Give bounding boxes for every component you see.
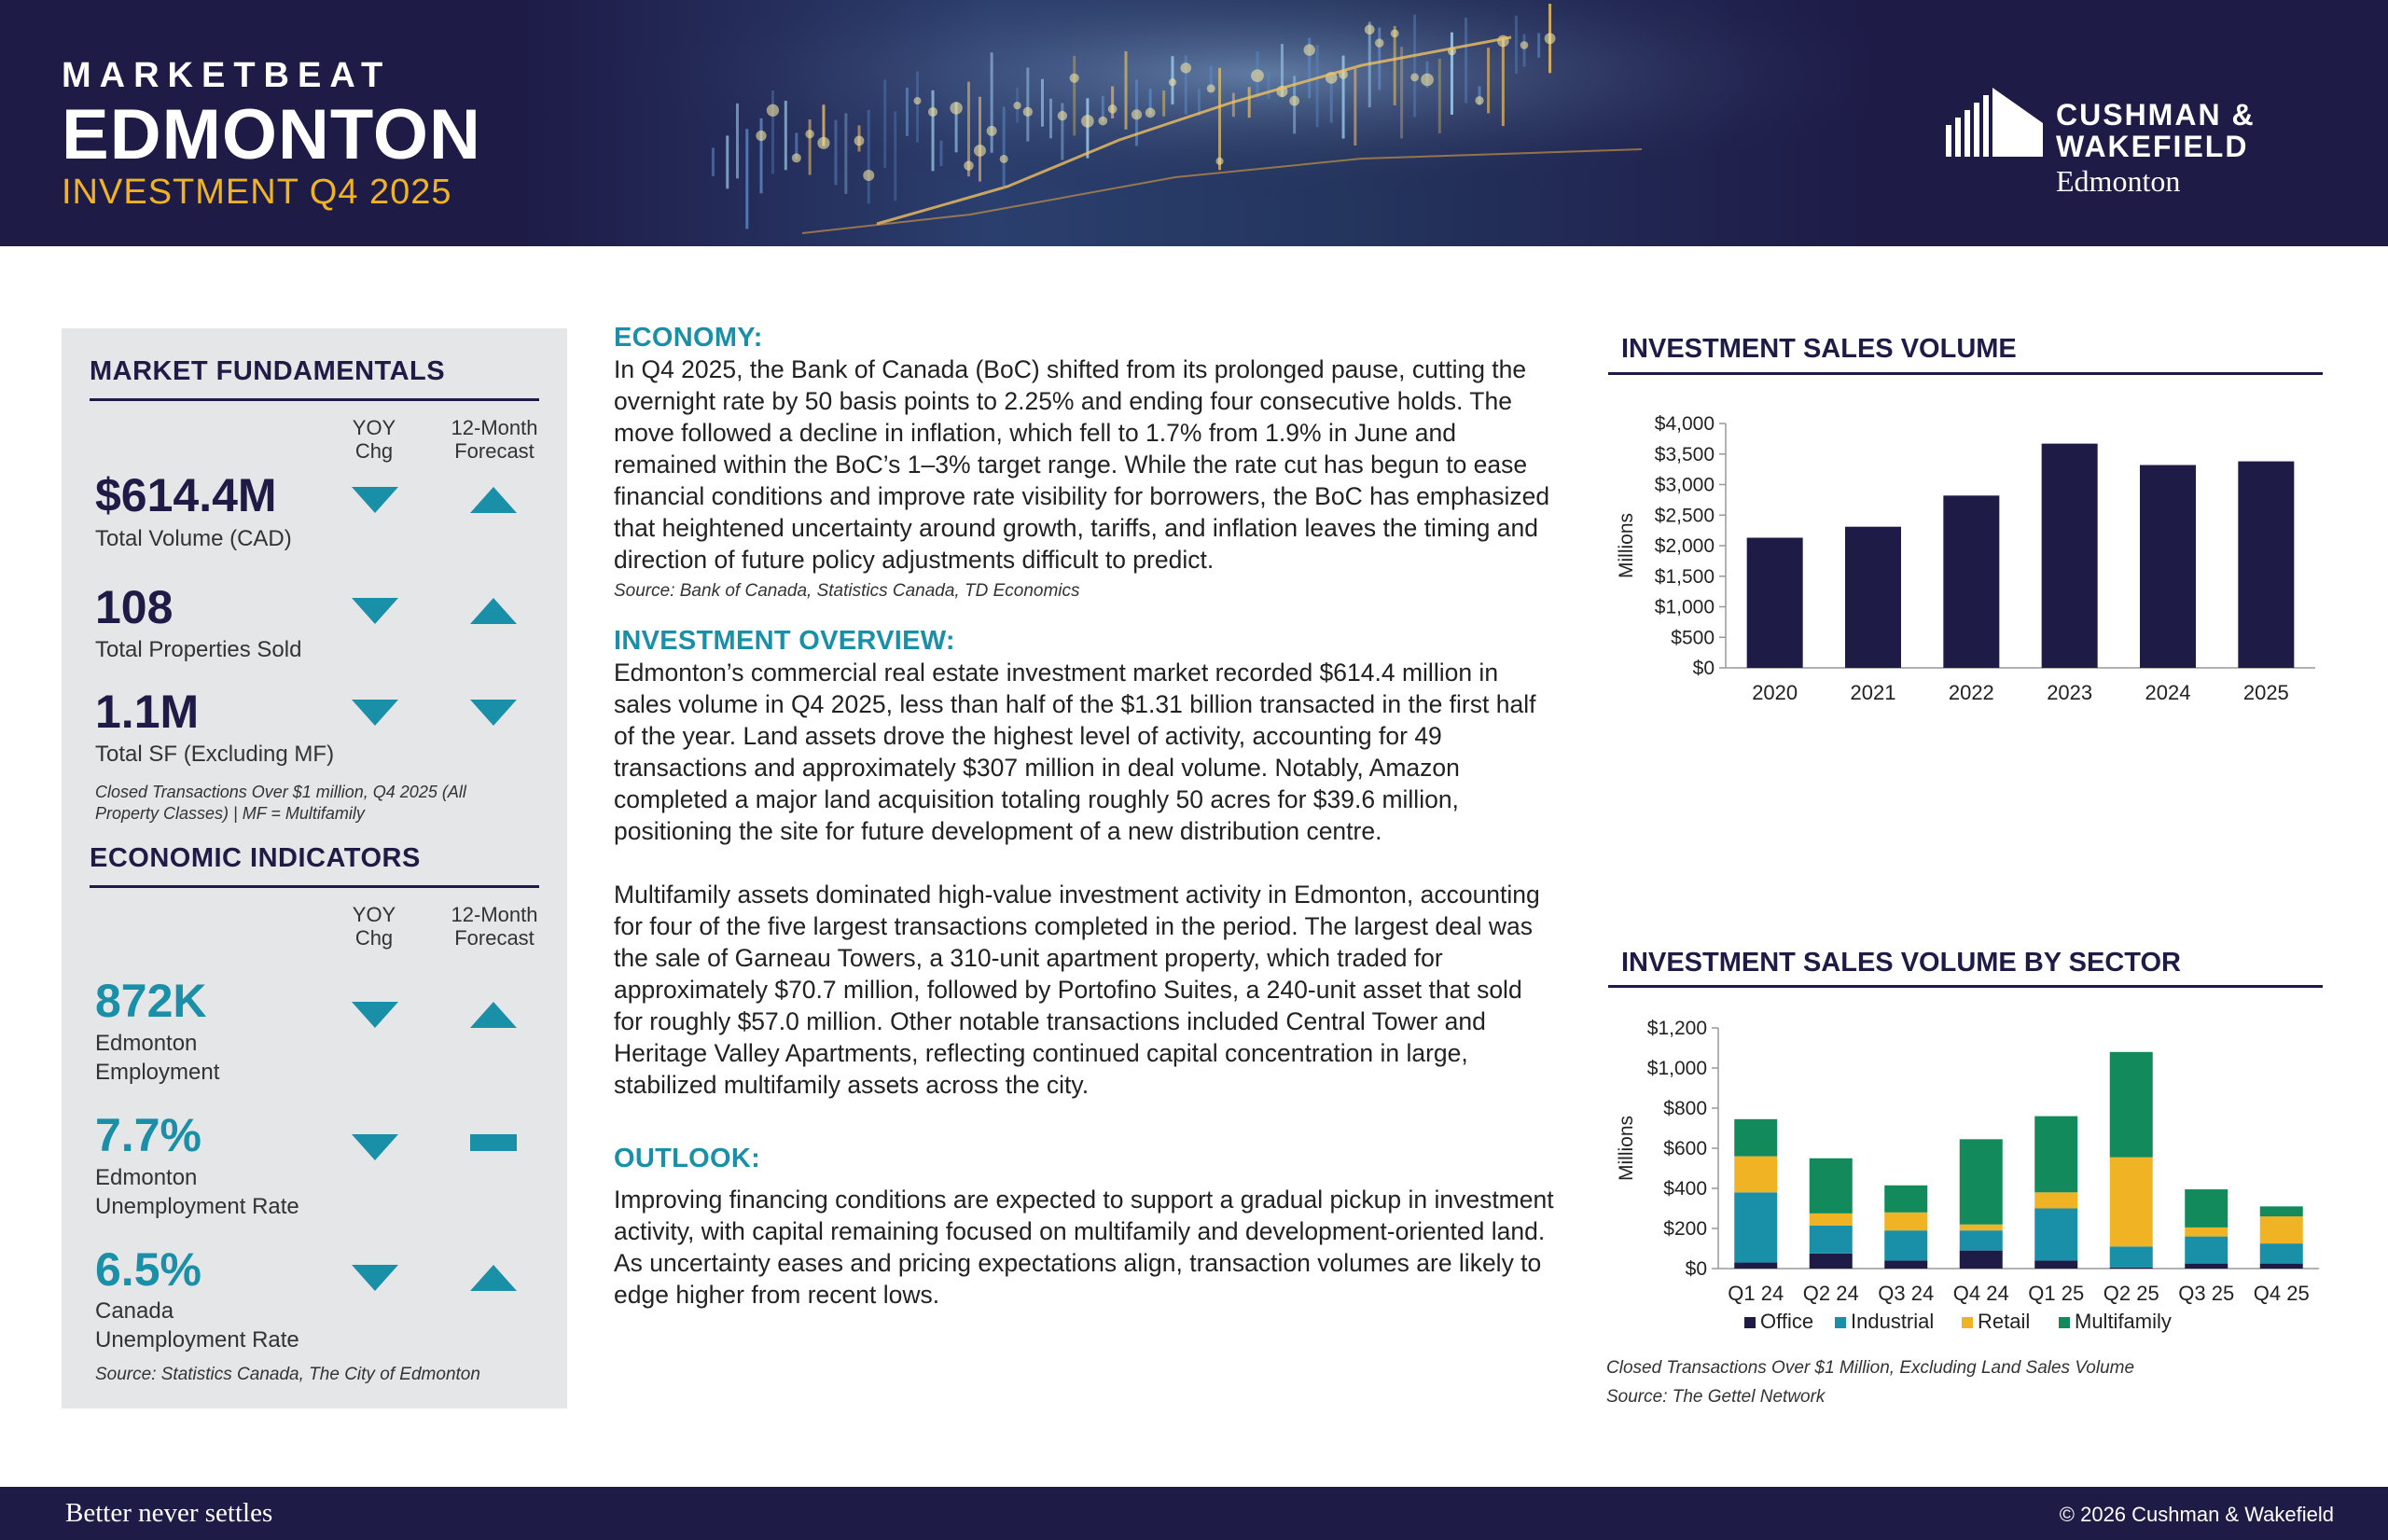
down-arrow-icon: [352, 1265, 398, 1291]
art-tick: [916, 71, 919, 142]
art-tick: [1487, 48, 1490, 113]
investment-sales-volume-chart: [1608, 401, 2336, 718]
bar-multifamily-Q1-24: [1734, 1119, 1777, 1157]
bar-industrial-Q1-24: [1734, 1192, 1777, 1262]
flat-bar-icon: [470, 1134, 517, 1151]
y-tick-label: $0: [1692, 658, 1715, 679]
y-tick-label: $800: [1663, 1098, 1707, 1119]
outlook-heading: OUTLOOK:: [614, 1144, 761, 1173]
art-tick: [1041, 79, 1044, 127]
art-glow: [1108, 104, 1118, 114]
header-banner: [0, 0, 2388, 246]
bar-2022: [1943, 495, 1999, 668]
bar-retail-Q4-25: [2260, 1216, 2303, 1243]
legend-label-retail: Retail: [1978, 1310, 2031, 1333]
art-glow: [1098, 117, 1107, 126]
art-tick: [1198, 89, 1201, 115]
logo-wordmark: [2056, 99, 2256, 162]
bar-industrial-Q3-24: [1884, 1230, 1927, 1260]
x-tick-label: 2025: [2242, 681, 2289, 704]
x-tick-label: 2021: [1850, 681, 1896, 704]
art-tick: [979, 97, 981, 182]
bar-office-Q2-24: [1810, 1254, 1853, 1269]
forecast-column-header: 12-Month Forecast: [451, 416, 538, 463]
bar-office-Q3-24: [1884, 1260, 1927, 1269]
bar-multifamily-Q4-25: [2260, 1206, 2303, 1216]
art-tick: [1218, 68, 1221, 171]
market-fundamentals-heading: MARKET FUNDAMENTALS: [90, 356, 446, 386]
bar-multifamily-Q2-24: [1810, 1158, 1853, 1214]
art-tick: [712, 147, 715, 175]
art-tick: [1026, 67, 1029, 141]
total-sf-value: 1.1M: [95, 686, 200, 738]
bar-office-Q4-25: [2260, 1264, 2303, 1269]
chart-2-note: Closed Transactions Over $1 Million, Excluding Land Sales Volume: [1606, 1358, 2135, 1378]
art-tick: [1537, 33, 1540, 57]
up-arrow-icon: [470, 1002, 517, 1028]
bar-2025: [2238, 462, 2294, 668]
bar-office-Q2-25: [2110, 1268, 2153, 1269]
art-tick: [784, 101, 787, 170]
footer-tagline: Better never settles: [65, 1498, 273, 1528]
art-glow: [1023, 107, 1033, 117]
header-financial-chart-art: [522, 0, 1866, 246]
art-glow: [805, 130, 813, 138]
bar-multifamily-Q2-25: [2110, 1052, 2153, 1158]
bar-retail-Q1-24: [1734, 1157, 1777, 1193]
economic-indicators-heading: ECONOMIC INDICATORS: [90, 843, 421, 873]
art-glow: [1304, 44, 1315, 55]
art-tick: [1413, 15, 1416, 118]
art-tick: [1451, 33, 1453, 115]
legend-label-industrial: Industrial: [1851, 1310, 1935, 1333]
x-tick-label: 2024: [2145, 681, 2191, 704]
y-tick-label: $200: [1663, 1218, 1707, 1240]
bar-industrial-Q3-25: [2185, 1237, 2228, 1264]
market-fundamentals-panel: [62, 328, 567, 1408]
bar-industrial-Q4-25: [2260, 1243, 2303, 1264]
y-axis-label: Millions: [1616, 1115, 1637, 1182]
y-tick-label: $3,500: [1654, 443, 1715, 465]
indicators-source: Source: Statistics Canada, The City of Edmonton: [95, 1365, 480, 1384]
outlook-body: Improving financing conditions are expected to support a gradual pickup in investment activity, with capital remaining focused on multifamily and development-oriented land. As uncertainty eases and pricing expectations align, transaction volumes are likely to edge higher from recent lows.: [614, 1186, 1554, 1309]
art-tick: [1354, 69, 1356, 146]
bar-office-Q1-24: [1734, 1263, 1777, 1269]
y-tick-label: $600: [1663, 1138, 1707, 1159]
header-title-block: [62, 56, 481, 213]
art-glow: [1058, 111, 1067, 120]
legend-swatch-industrial: [1835, 1317, 1846, 1328]
legend-label-multifamily: Multifamily: [2075, 1310, 2172, 1333]
x-tick-label: 2023: [2047, 681, 2093, 704]
art-tick: [745, 129, 748, 229]
marketbeat-label: MARKETBEAT: [62, 56, 392, 95]
art-tick: [1465, 18, 1467, 104]
total-sf-label: Total SF (Excluding MF): [95, 742, 335, 767]
logo-line-2: WAKEFIELD: [2056, 130, 2249, 163]
bar-office-Q3-25: [2185, 1264, 2228, 1269]
art-tick: [868, 110, 870, 204]
art-glow: [913, 97, 921, 104]
edmonton-unemployment-value: 7.7%: [95, 1109, 201, 1161]
art-tick: [760, 118, 763, 193]
commentary-column: [614, 323, 1556, 1311]
art-tick: [736, 104, 739, 178]
y-tick-label: $500: [1671, 627, 1715, 649]
bar-retail-Q1-25: [2034, 1192, 2077, 1208]
bar-2021: [1845, 527, 1901, 668]
canada-unemployment-label: Canada Unemployment Rate: [95, 1298, 299, 1353]
art-glow: [1181, 62, 1192, 74]
x-tick-label: Q3 25: [2178, 1282, 2235, 1305]
down-arrow-icon: [470, 700, 517, 726]
chart-2-title-rule: [1608, 985, 2323, 988]
art-glow: [987, 126, 997, 136]
art-tick: [1330, 77, 1333, 123]
logo-city: Edmonton: [2056, 164, 2181, 198]
art-glow: [1289, 96, 1299, 106]
down-arrow-icon: [352, 1134, 398, 1160]
up-arrow-icon: [470, 598, 517, 624]
footer-copyright: © 2026 Cushman & Wakefield: [2059, 1503, 2334, 1526]
art-glow: [1132, 109, 1142, 119]
x-tick-label: Q1 24: [1728, 1282, 1784, 1305]
legend-label-office: Office: [1760, 1310, 1814, 1333]
x-tick-label: Q4 25: [2253, 1282, 2310, 1305]
economy-source: Source: Bank of Canada, Statistics Canada, TD Economics: [614, 581, 1080, 601]
total-volume-value: $614.4M: [95, 469, 277, 521]
bar-multifamily-Q4-24: [1960, 1139, 2003, 1224]
investment-overview-heading: INVESTMENT OVERVIEW:: [614, 626, 955, 656]
art-tick: [1515, 16, 1518, 74]
y-tick-label: $1,500: [1654, 565, 1715, 588]
y-tick-label: $2,000: [1654, 535, 1715, 557]
art-tick: [1268, 73, 1270, 98]
employment-value: 872K: [95, 975, 207, 1027]
art-glow: [1145, 108, 1156, 118]
art-tick: [844, 113, 847, 193]
bar-multifamily-Q3-24: [1884, 1186, 1927, 1213]
up-arrow-icon: [470, 1265, 517, 1291]
y-tick-label: $1,200: [1646, 1018, 1707, 1039]
total-properties-label: Total Properties Sold: [95, 637, 302, 662]
art-tick: [894, 111, 896, 201]
chart-1-title-rule: [1608, 372, 2323, 375]
art-tick: [1073, 56, 1076, 136]
economy-heading: ECONOMY:: [614, 323, 763, 353]
art-tick: [1523, 35, 1526, 67]
art-tick: [1125, 51, 1128, 130]
art-glow: [1215, 158, 1223, 165]
art-tick: [1248, 87, 1251, 118]
x-tick-label: Q2 25: [2103, 1282, 2159, 1305]
art-glow: [1013, 102, 1020, 109]
bar-retail-Q4-24: [1960, 1225, 2003, 1230]
bar-office-Q4-24: [1960, 1251, 2003, 1269]
chart-2-title: INVESTMENT SALES VOLUME BY SECTOR: [1621, 948, 2181, 978]
down-arrow-icon: [352, 700, 398, 726]
footer-bar: [0, 1487, 2388, 1540]
heading-rule: [90, 398, 539, 401]
bar-industrial-Q4-24: [1960, 1230, 2003, 1251]
y-tick-label: $1,000: [1646, 1058, 1707, 1079]
art-glow: [1207, 84, 1215, 92]
art-glow: [863, 170, 874, 181]
x-tick-label: 2022: [1948, 681, 1994, 704]
y-axis-label: Millions: [1616, 512, 1637, 579]
investment-overview-para-2: Multifamily assets dominated high-value investment activity in Edmonton, accounting for four of the five largest transactions completed in the period. The largest deal was the sale of Garneau Towers, a 310-unit apartment property, which traded for approximately $70.7 million, followed by Portofino Suites, a 240-unit asset that sold for roughly $57.0 million. Other notable transactions included Central Tower and Heritage Valley Apartments, reflecting continued capital concentration in large, stabilized multifamily assets across the city.: [614, 881, 1540, 1099]
logo-line-1: CUSHMAN &: [2056, 98, 2256, 132]
down-arrow-icon: [352, 598, 398, 624]
art-tick: [906, 88, 909, 136]
art-tick: [1111, 87, 1114, 118]
art-glow: [817, 137, 829, 149]
art-glow: [1475, 96, 1483, 104]
art-tick: [809, 119, 812, 174]
bar-multifamily-Q1-25: [2034, 1117, 2077, 1193]
art-glow: [1169, 78, 1176, 86]
bar-industrial-Q2-25: [2110, 1246, 2153, 1268]
bar-office-Q1-25: [2034, 1260, 2077, 1269]
yoy-column-header: YOY Chg: [352, 903, 396, 950]
chart-1-title: INVESTMENT SALES VOLUME: [1621, 334, 2017, 364]
x-tick-label: Q2 24: [1802, 1282, 1859, 1305]
art-glow: [928, 107, 937, 117]
x-tick-label: 2020: [1752, 681, 1798, 704]
edmonton-unemployment-label: Edmonton Unemployment Rate: [95, 1165, 299, 1219]
yoy-column-header: YOY Chg: [352, 416, 396, 463]
legend-swatch-multifamily: [2059, 1317, 2070, 1328]
art-tick: [1438, 59, 1441, 133]
art-tick: [1003, 106, 1006, 186]
logo-building-icon: [1946, 88, 2043, 157]
art-glow: [1365, 24, 1375, 35]
y-tick-label: $400: [1663, 1178, 1707, 1200]
bar-retail-Q2-24: [1810, 1214, 1853, 1226]
art-glow: [1410, 74, 1419, 82]
economy-body: In Q4 2025, the Bank of Canada (BoC) shifted from its prolonged pause, cutting the overnight rate by 50 basis points to 2.25% and ending four consecutive holds. The move followed a decline in inflation, which fell to 1.7% from 1.9% in June and remained within the BoC’s 1–3% target range. While the rate cut has begun to ease financial conditions and improve rate visibility for borrowers, the BoC has emphasized that heightened uncertainty around growth, tariffs, and inflation leaves the timing and direction of future policy adjustments difficult to predict.: [614, 355, 1550, 574]
art-glow: [1070, 74, 1079, 83]
down-arrow-icon: [352, 487, 398, 513]
art-glow: [767, 104, 779, 117]
art-tick: [1400, 47, 1403, 138]
bar-retail-Q3-24: [1884, 1213, 1927, 1230]
art-tick: [726, 135, 729, 188]
bar-2020: [1747, 537, 1803, 668]
art-glow: [974, 145, 986, 157]
art-tick: [939, 141, 942, 166]
art-glow: [1000, 155, 1008, 163]
art-glow: [1375, 38, 1383, 47]
art-tick: [1502, 37, 1505, 126]
art-glow: [854, 136, 865, 146]
forecast-column-header: 12-Month Forecast: [451, 903, 538, 950]
art-tick: [1394, 26, 1396, 105]
art-glow: [1081, 115, 1094, 128]
bar-retail-Q3-25: [2185, 1228, 2228, 1237]
up-arrow-icon: [470, 487, 517, 513]
city-title: EDMONTON: [62, 95, 481, 174]
x-tick-label: Q1 25: [2028, 1282, 2085, 1305]
art-glow: [964, 160, 973, 170]
art-tick: [1378, 28, 1381, 90]
art-tick: [834, 119, 837, 185]
art-glow: [1251, 69, 1264, 82]
art-glow: [756, 131, 766, 141]
art-glow: [1391, 29, 1399, 37]
art-tick: [883, 79, 886, 168]
bar-2023: [2042, 444, 2098, 668]
art-glow: [1421, 74, 1434, 87]
canada-unemployment-value: 6.5%: [95, 1243, 201, 1296]
art-glow: [950, 102, 962, 114]
down-arrow-icon: [352, 1002, 398, 1028]
art-glow: [792, 153, 801, 162]
y-tick-label: $0: [1685, 1258, 1707, 1280]
x-tick-label: Q4 24: [1952, 1282, 2009, 1305]
investment-overview-para-1: Edmonton’s commercial real estate investment market recorded $614.4 million in sales volume in Q4 2025, less than half of the $1.31 billion transacted in the first half of the year. Land assets drove the highest level of activity, accounting for 49 transactions and approximately $307 million in deal volume. Notably, Amazon completed a major land acquisition totaling roughly 50 acres for $39.6 million, positioning the site for future development of a new distribution centre.: [614, 659, 1536, 845]
art-glow: [1545, 33, 1556, 44]
art-tick: [1232, 93, 1235, 118]
report-subtitle: INVESTMENT Q4 2025: [62, 173, 452, 212]
employment-label: Edmonton Employment: [95, 1031, 220, 1085]
heading-rule: [90, 885, 539, 888]
art-glow: [1520, 41, 1529, 49]
y-tick-label: $1,000: [1654, 596, 1715, 618]
art-tick: [932, 90, 935, 171]
legend-swatch-retail: [1962, 1317, 1973, 1328]
total-volume-label: Total Volume (CAD): [95, 526, 292, 551]
y-tick-label: $4,000: [1654, 413, 1715, 435]
bar-industrial-Q1-25: [2034, 1209, 2077, 1261]
art-tick: [1316, 45, 1319, 127]
art-tick: [771, 90, 774, 174]
bar-2024: [2140, 465, 2196, 668]
y-tick-label: $2,500: [1654, 505, 1715, 527]
art-tick: [1162, 90, 1165, 117]
art-tick: [1086, 98, 1089, 158]
bar-multifamily-Q3-25: [2185, 1189, 2228, 1228]
y-tick-label: $3,000: [1654, 474, 1715, 496]
bar-industrial-Q2-24: [1810, 1226, 1853, 1254]
sales-volume-by-sector-chart: [1608, 1007, 2336, 1343]
art-tick: [1342, 56, 1345, 139]
bar-retail-Q2-25: [2110, 1158, 2153, 1247]
x-tick-label: Q3 24: [1878, 1282, 1935, 1305]
legend-swatch-office: [1744, 1317, 1756, 1328]
chart-2-source: Source: The Gettel Network: [1606, 1387, 1826, 1407]
total-properties-value: 108: [95, 581, 174, 633]
art-tick: [991, 52, 993, 153]
art-tick: [1049, 99, 1052, 139]
fundamentals-note: Closed Transactions Over $1 million, Q4 2025 (All Property Classes) | MF = Multifamily: [95, 783, 466, 823]
